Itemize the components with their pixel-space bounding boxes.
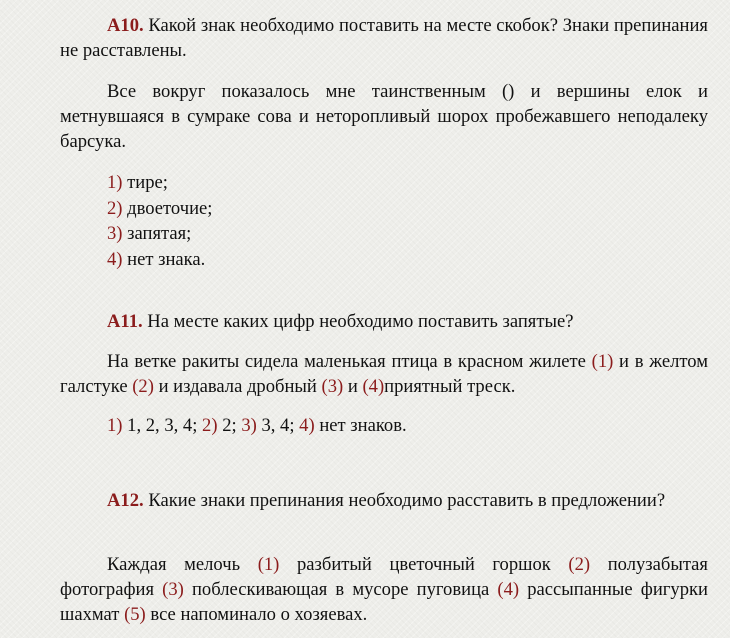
q12-marker-5: (5) [124,604,146,625]
q10-option-1-num: 1) [107,172,123,193]
q10-option-3-num: 3) [107,223,123,244]
q12-text-6: все напоминало о хозяевах. [145,604,368,625]
q10-option-4[interactable] [107,247,707,273]
q12-text-1: Каждая мелочь [107,554,258,575]
q11-text-5: приятный треск. [384,376,516,397]
q11-text-4: и [343,376,363,397]
q12-marker-4: (4) [497,579,520,600]
q11-sentence [60,349,708,399]
q12-question-text: Какие знаки препинания необходимо расставить в предложении? [143,490,666,511]
q12-question [60,488,708,513]
q10-option-4-text: нет знака. [122,248,206,270]
q10-option-2-text: двоеточие; [122,197,213,219]
q11-marker-1: (1) [591,351,614,372]
q12-marker-2: (2) [568,554,591,575]
q11-text-1: На ветке ракиты сидела маленькая птица в красном жилете [107,351,592,372]
q12-number: А12. [107,490,144,511]
q12-text-3: полузабытая фотография [60,554,708,600]
q11-number: А11. [107,311,143,332]
q11-answer-4[interactable]: нет знаков. [314,415,407,436]
q10-option-2[interactable] [107,196,707,222]
q11-marker-4: (4) [362,376,385,397]
q10-number: А10. [107,15,144,36]
q10-option-2-num: 2) [107,197,123,219]
q11-answer-1-num: 1) [107,415,123,436]
q12-text-5: рассыпанные фигурки шахмат [60,579,708,625]
q10-option-3-text: запятая; [122,223,192,244]
q11-text-2: и в желтом галстуке [60,351,708,397]
q10-options [60,170,707,272]
q12-sentence [60,552,708,627]
q12-marker-1: (1) [257,554,280,575]
q11-answer-1[interactable]: 1, 2, 3, 4; [122,415,203,436]
q11-question-text: На месте каких цифр необходимо поставить запятые? [142,311,574,332]
q12-text-2: разбитый цветочный горшок [279,554,569,575]
q10-question [60,13,708,63]
q12-text-4: поблескивающая в мусоре пуговица [183,579,498,600]
q11-answer-2[interactable]: 2; [217,415,242,436]
q11-answers [107,413,707,438]
q10-sentence: Все вокруг показалось мне таинственным () и вершины елок и метнувшаяся в сумраке сова и неторопливый шорох пробежавшего неподалеку барсука. [60,81,708,152]
q11-marker-3: (3) [321,376,344,397]
q11-answer-3[interactable]: 3, 4; [256,415,300,436]
q10-question-text: Какой знак необходимо поставить на месте скобок? Знаки препинания не расставлены. [60,15,708,61]
q11-marker-2: (2) [132,376,154,397]
q10-option-4-num: 4) [107,248,123,270]
q11-question [60,309,708,334]
q10-option-1-text: тире; [122,172,168,193]
q12-marker-3: (3) [162,579,184,600]
q11-text-3: и издавала дробный [153,376,322,397]
q11-answer-4-num: 4) [299,415,315,436]
q10-option-3[interactable] [107,221,707,247]
q11-answer-3-num: 3) [241,415,257,436]
q11-answer-2-num: 2) [202,415,218,436]
q10-option-1[interactable] [107,170,707,196]
